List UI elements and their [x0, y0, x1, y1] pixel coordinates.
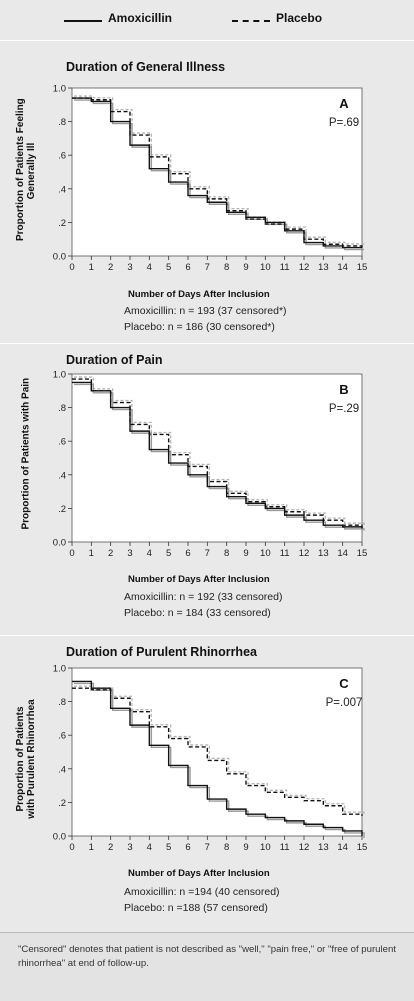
legend-placebo-swatch: [232, 20, 270, 22]
panel-b-ylabel: [20, 377, 32, 530]
x-tick-label: 2: [108, 842, 114, 853]
x-tick-label: 1: [88, 548, 94, 559]
y-tick-label: .2: [58, 797, 66, 809]
y-tick-label: 1.0: [52, 369, 66, 381]
p-value: P=.29: [328, 403, 360, 415]
legend-amoxicillin-swatch: [64, 20, 102, 22]
x-tick-label: 11: [279, 548, 290, 559]
x-tick-label: 9: [243, 262, 249, 273]
x-tick-label: 4: [146, 842, 152, 853]
p-value: P=.69: [328, 117, 360, 129]
plot-area: [72, 88, 362, 256]
y-tick-label: 1.0: [52, 663, 66, 675]
panel-letter: A: [339, 96, 349, 111]
x-tick-label: 5: [166, 842, 172, 853]
x-tick-label: 3: [127, 842, 133, 853]
x-tick-label: 10: [260, 548, 271, 559]
x-tick-label: 10: [260, 262, 271, 273]
x-tick-label: 14: [337, 262, 348, 273]
legend: [0, 0, 414, 40]
panel-c-note-amox: Amoxicillin: n =194 (40 censored): [124, 886, 280, 898]
panel-b-ylabel-line1: Proportion of Patients with Pain: [20, 377, 32, 530]
plot-area: [72, 668, 362, 836]
panel-b-note-amox: Amoxicillin: n = 192 (33 censored): [124, 591, 283, 603]
x-tick-label: 15: [356, 548, 368, 559]
x-tick-label: 4: [146, 262, 152, 273]
panel-b-note-placebo: Placebo: n = 184 (33 censored): [124, 607, 271, 619]
panel-a-ylabel: [15, 98, 37, 241]
y-tick-label: .8: [58, 117, 66, 129]
x-tick-label: 9: [243, 548, 249, 559]
panel-c-note-placebo: Placebo: n =188 (57 censored): [124, 902, 268, 914]
panel-a-note-amox: Amoxicillin: n = 193 (37 censored*): [124, 305, 287, 317]
panel-a-title: Duration of General Illness: [66, 60, 226, 74]
x-tick-label: 14: [337, 842, 348, 853]
panel-a-chart: [36, 80, 376, 280]
panel-c-title: Duration of Purulent Rhinorrhea: [66, 645, 257, 659]
x-tick-label: 13: [318, 262, 329, 273]
y-tick-label: 0.0: [52, 251, 66, 263]
plot-area: [72, 374, 362, 542]
x-tick-label: 10: [260, 842, 271, 853]
panel-b-title: Duration of Pain: [66, 353, 163, 367]
panel-letter: B: [339, 382, 349, 397]
x-tick-label: 1: [88, 262, 94, 273]
x-tick-label: 9: [243, 842, 249, 853]
panel-b-chart: [36, 366, 376, 566]
y-tick-label: .6: [58, 730, 66, 742]
x-tick-label: 2: [108, 262, 114, 273]
x-tick-label: 12: [298, 548, 310, 559]
x-tick-label: 12: [298, 842, 310, 853]
x-tick-label: 13: [318, 842, 329, 853]
panel-a-ylabel-line1: Proportion of Patients Feeling: [15, 98, 26, 241]
x-tick-label: 6: [185, 548, 191, 559]
x-tick-label: 8: [224, 262, 230, 273]
panel-c-ylabel-line1: Proportion of Patients: [15, 706, 26, 812]
panel-c-xlabel: Number of Days After Inclusion: [128, 868, 270, 879]
legend-placebo-label: Placebo: [276, 11, 323, 25]
panel-a-ylabel-line2: Generally Ill: [26, 142, 37, 200]
y-tick-label: .6: [58, 436, 66, 448]
p-value: P=.007: [325, 697, 363, 709]
x-tick-label: 2: [108, 548, 114, 559]
y-tick-label: 1.0: [52, 83, 66, 95]
panel-c-chart: [36, 660, 376, 860]
panel-c-ylabel-line2: with Purulent Rhinorrhea: [26, 699, 37, 819]
x-tick-label: 5: [166, 262, 172, 273]
y-tick-label: .4: [58, 184, 66, 196]
y-tick-label: .8: [58, 697, 66, 709]
footnote-box: [0, 932, 414, 1001]
x-tick-label: 1: [88, 842, 94, 853]
x-tick-label: 6: [185, 262, 191, 273]
x-tick-label: 7: [204, 262, 210, 273]
x-tick-label: 12: [298, 262, 310, 273]
x-tick-label: 11: [279, 262, 290, 273]
panel-letter: C: [339, 676, 349, 691]
x-tick-label: 7: [204, 548, 210, 559]
panel-a-note-placebo: Placebo: n = 186 (30 censored*): [124, 321, 275, 333]
x-tick-label: 15: [356, 262, 368, 273]
y-tick-label: .6: [58, 150, 66, 162]
x-tick-label: 14: [337, 548, 348, 559]
panel-c-ylabel: [15, 689, 37, 829]
x-tick-label: 7: [204, 842, 210, 853]
y-tick-label: 0.0: [52, 537, 66, 549]
y-tick-label: .8: [58, 403, 66, 415]
x-tick-label: 3: [127, 548, 133, 559]
x-tick-label: 6: [185, 842, 191, 853]
panel-a-xlabel: Number of Days After Inclusion: [128, 289, 270, 300]
x-tick-label: 13: [318, 548, 329, 559]
y-tick-label: .4: [58, 764, 66, 776]
divider: [0, 343, 414, 344]
divider: [0, 40, 414, 41]
x-tick-label: 3: [127, 262, 133, 273]
divider: [0, 635, 414, 636]
panel-b-xlabel: Number of Days After Inclusion: [128, 574, 270, 585]
x-tick-label: 8: [224, 842, 230, 853]
y-tick-label: 0.0: [52, 831, 66, 843]
x-tick-label: 4: [146, 548, 152, 559]
x-tick-label: 0: [69, 262, 75, 273]
y-tick-label: .4: [58, 470, 66, 482]
y-tick-label: .2: [58, 217, 66, 229]
legend-amoxicillin-label: Amoxicillin: [108, 11, 173, 25]
y-tick-label: .2: [58, 503, 66, 515]
x-tick-label: 15: [356, 842, 368, 853]
x-tick-label: 11: [279, 842, 290, 853]
footnote-text: "Censored" denotes that patient is not described as "well," "pain free," or "free of purulent rhinorrhea" at end of follow-up.: [18, 944, 396, 969]
x-tick-label: 0: [69, 842, 75, 853]
x-tick-label: 8: [224, 548, 230, 559]
x-tick-label: 5: [166, 548, 172, 559]
x-tick-label: 0: [69, 548, 75, 559]
